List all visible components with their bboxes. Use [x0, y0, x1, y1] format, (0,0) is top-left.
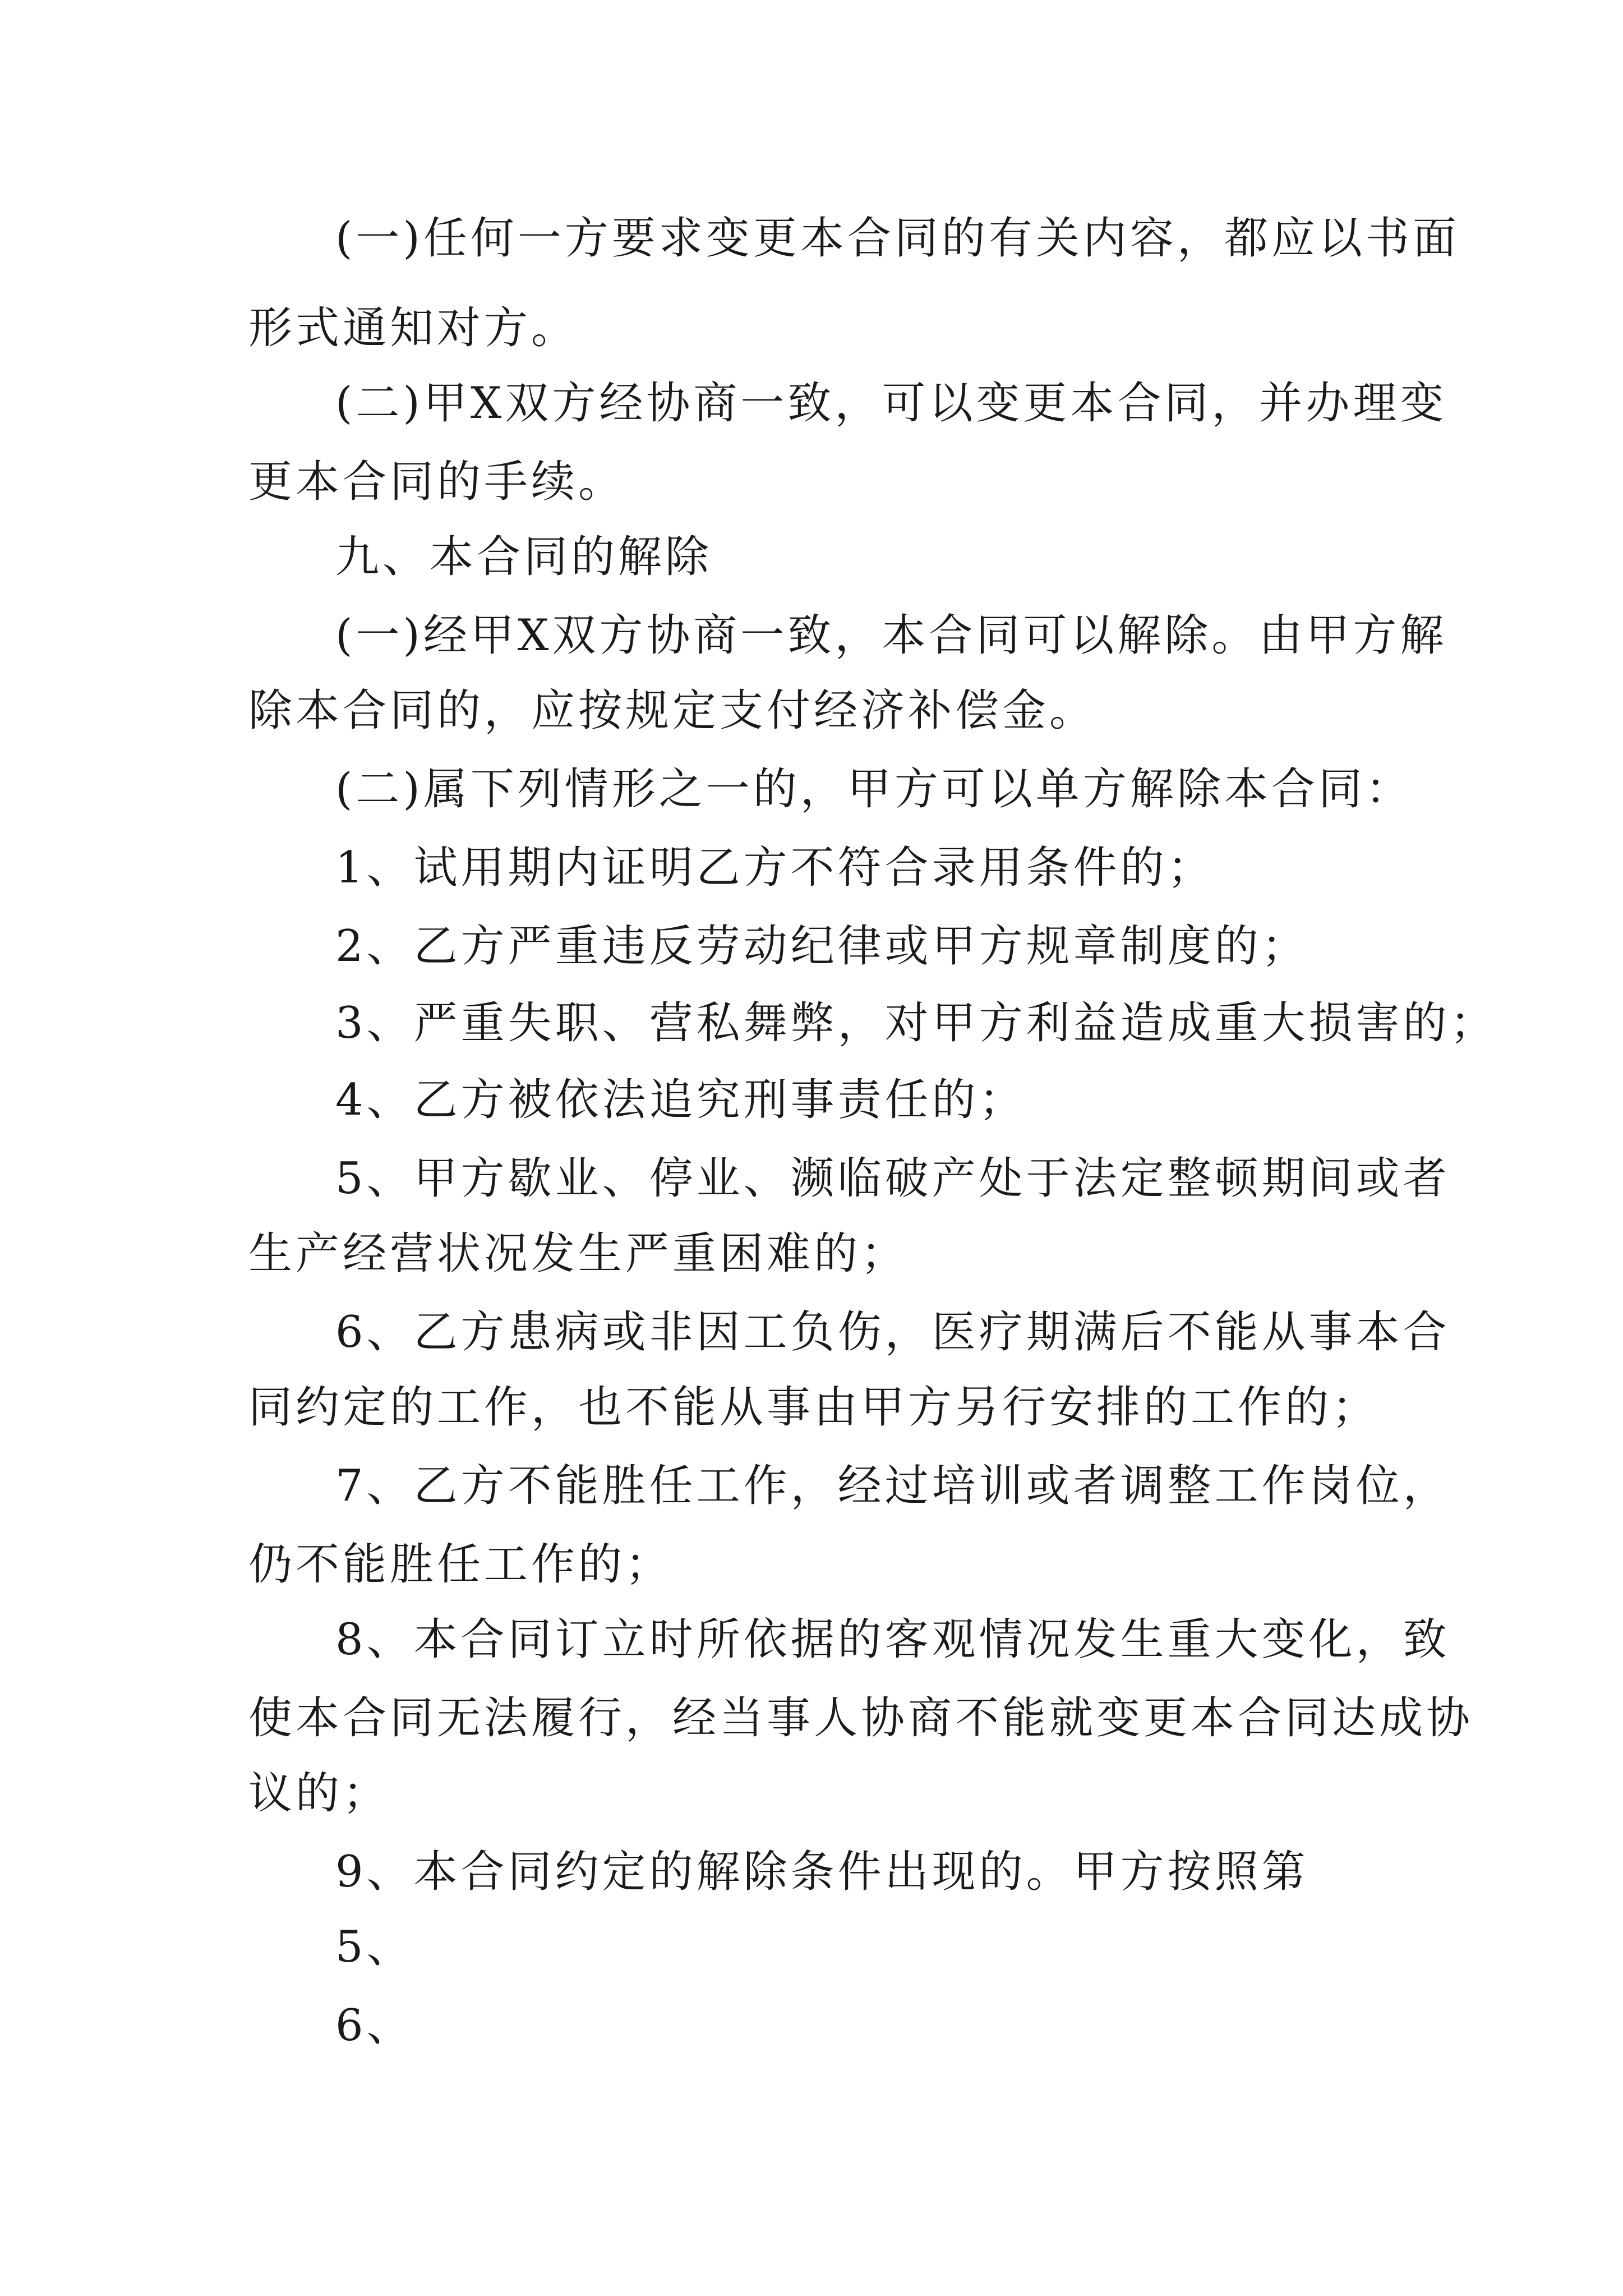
- list-item: 6、乙方患病或非因工负伤，医疗期满后不能从事本合: [335, 1307, 1450, 1358]
- text-line: 形式通知对方。: [248, 303, 579, 353]
- text-line: 除本合同的，应按规定支付经济补偿金。: [248, 685, 1097, 736]
- text-line: 生产经营状况发生严重困难的；: [248, 1228, 909, 1279]
- text-line: 仍不能胜任工作的；: [248, 1539, 673, 1590]
- list-item: 9、本合同约定的解除条件出现的。甲方按照第: [335, 1847, 1309, 1897]
- list-item: 5、甲方歇业、停业、濒临破产处于法定整顿期间或者: [335, 1153, 1450, 1204]
- text-line: 更本合同的手续。: [248, 457, 626, 507]
- list-item: 7、乙方不能胜任工作，经过培训或者调整工作岗位，: [335, 1461, 1450, 1511]
- text-line: 使本合同无法履行，经当事人协商不能就变更本合同达成协: [248, 1693, 1474, 1743]
- list-item: 8、本合同订立时所依据的客观情况发生重大变化，致: [335, 1614, 1450, 1665]
- list-item: 6、: [335, 2000, 414, 2051]
- list-item: 4、乙方被依法追究刑事责任的；: [335, 1075, 1026, 1125]
- text-line: 同约定的工作，也不能从事由甲方另行安排的工作的；: [248, 1382, 1380, 1433]
- list-item: 5、: [335, 1922, 414, 1972]
- text-line: (一)经甲X双方协商一致，本合同可以解除。由甲方解: [335, 610, 1447, 661]
- list-item: 2、乙方严重违反劳动纪律或甲方规章制度的；: [335, 921, 1309, 972]
- text-line: 议的；: [248, 1768, 390, 1819]
- section-heading: 九、本合同的解除: [335, 532, 713, 582]
- list-item: 3、严重失职、营私舞弊，对甲方利益造成重大损害的；: [335, 998, 1497, 1048]
- text-line: (二)属下列情形之一的，甲方可以单方解除本合同：: [335, 764, 1413, 815]
- text-line: (二)甲X双方经协商一致，可以变更本合同，并办理变: [335, 378, 1447, 429]
- list-item: 1、试用期内证明乙方不符合录用条件的；: [335, 843, 1215, 893]
- text-line: (一)任何一方要求变更本合同的有关内容，都应以书面: [335, 213, 1460, 264]
